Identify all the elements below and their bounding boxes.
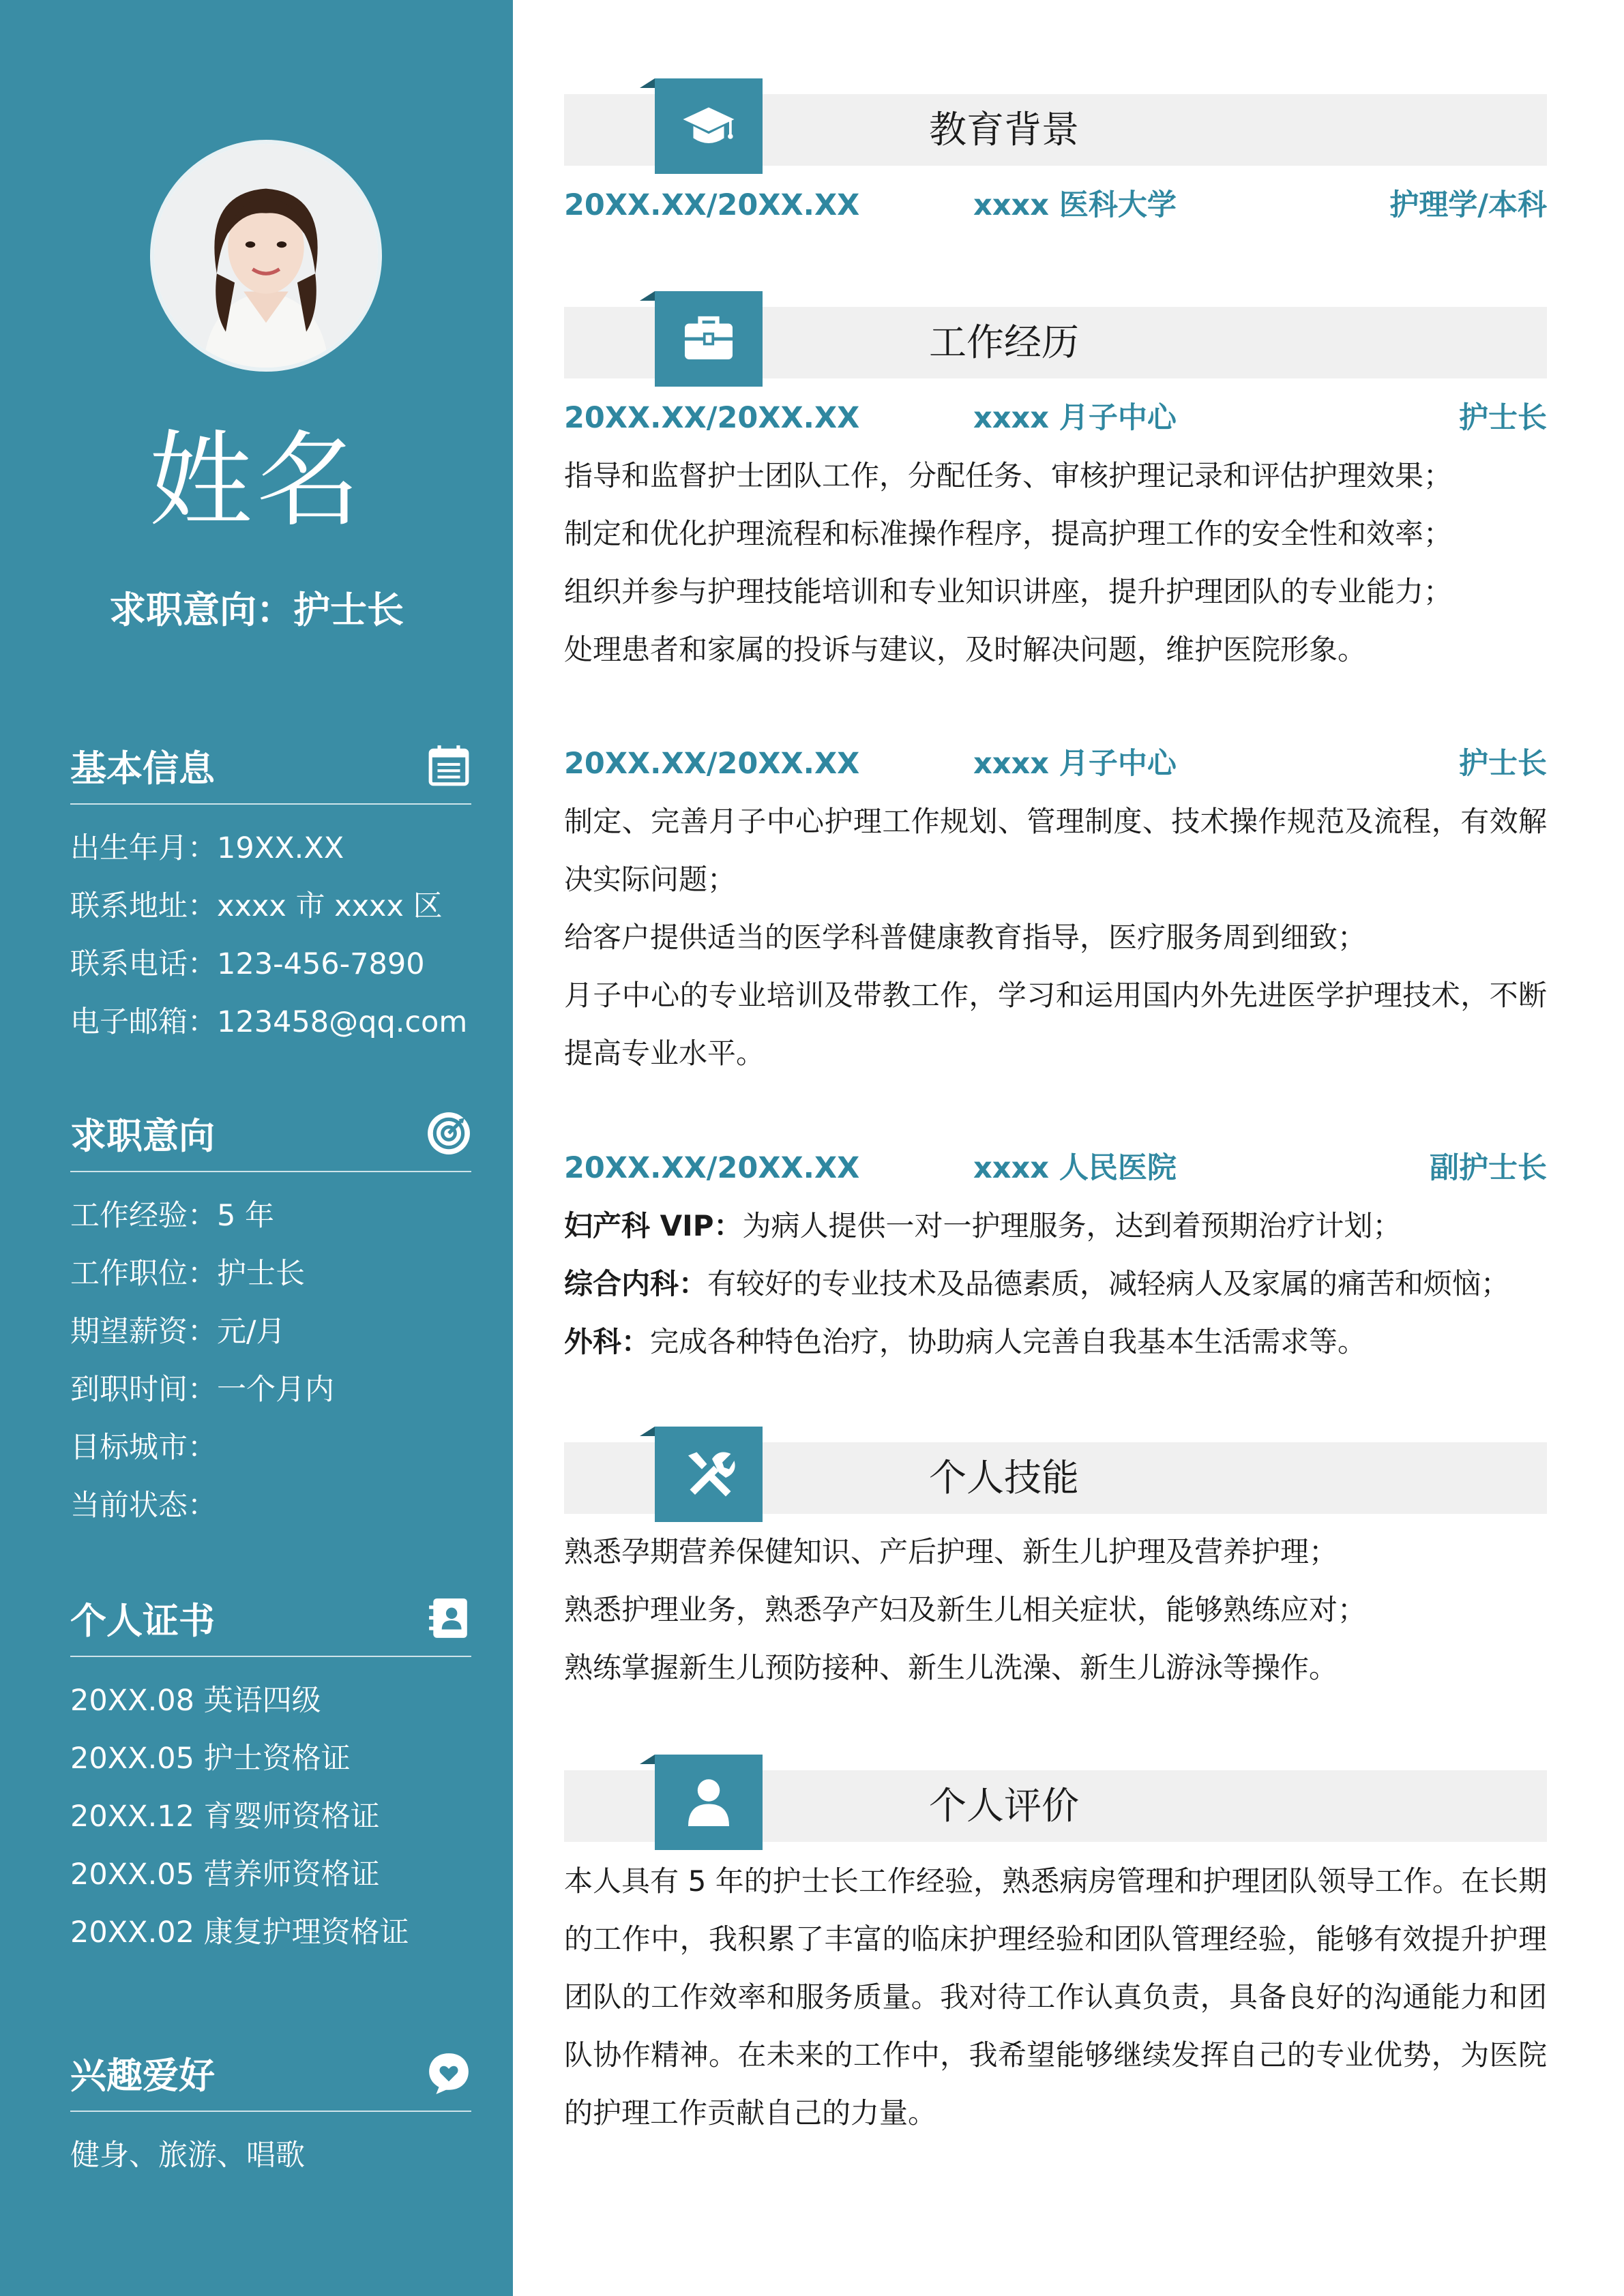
job-date: 20XX.XX/20XX.XX [564,401,860,435]
section-header [70,1587,471,1657]
list-item: 联系地址：xxxx 市 xxxx 区 [70,889,443,923]
section-header [70,2042,471,2112]
job-intent-section [70,1103,471,1535]
job-line: 制定和优化护理流程和标准操作程序，提高护理工作的安全性和效率； [564,517,1453,550]
section-title: 教育背景 [929,108,1080,151]
skills-header [564,1427,1547,1522]
dept-label: 外科： [564,1325,651,1358]
job-intent-list [70,1187,471,1535]
skills-list [564,1523,1547,1697]
section-title: 基本信息 [70,748,215,790]
job-line: 处理患者和家属的投诉与建议，及时解决问题，维护医院形象。 [564,633,1367,666]
section-header [70,1103,471,1172]
job-role: 护士长 [1459,401,1547,435]
job-line [564,1313,1547,1371]
list-item: 当前状态： [70,1489,217,1523]
job-role: 副护士长 [1430,1151,1547,1185]
job-line: 给客户提供适当的医学科普健康教育指导，医疗服务周到细致； [564,921,1367,954]
contact-card-icon [426,1596,471,1641]
briefcase-icon [681,312,736,366]
list-item: 联系电话：123-456-7890 [70,947,425,981]
job-org: xxxx 月子中心 [973,401,1177,435]
person-icon [681,1775,736,1830]
list-item: 工作职位：护士长 [70,1257,305,1291]
job-date: 20XX.XX/20XX.XX [564,1151,860,1185]
certificates-list [70,1672,471,1962]
education-header [564,78,1547,174]
heart-chat-icon [426,2051,471,2096]
job-description [564,447,1547,679]
job-line: 组织并参与护理技能培训和专业知识讲座，提升护理团队的专业能力； [564,575,1453,608]
job-row [564,1148,1547,1189]
dept-text: 完成各种特色治疗，协助病人完善自我基本生活需求等。 [650,1325,1367,1358]
section-title: 兴趣爱好 [70,2055,215,2097]
job-intent-headline: 求职意向：护士长 [109,588,404,631]
hobbies-list [70,2127,471,2185]
job-line [564,1197,1547,1255]
list-item: 工作经验：5 年 [70,1199,275,1233]
job-description [564,792,1547,1082]
education-degree: 护理学/本科 [1389,188,1547,222]
section-title: 个人评价 [929,1784,1080,1828]
list-item: 目标城市： [70,1431,217,1465]
list-item: 20XX.08 英语四级 [70,1684,321,1718]
skill-line: 熟悉护理业务，熟悉孕产妇及新生儿相关症状，能够熟练应对； [564,1593,1367,1626]
education-row [564,185,1547,226]
education-date: 20XX.XX/20XX.XX [564,188,860,222]
list-item: 20XX.05 护士资格证 [70,1742,351,1776]
list-item: 出生年月：19XX.XX [70,831,344,865]
evaluation-paragraph: 本人具有 5 年的护士长工作经验，熟悉病房管理和护理团队领导工作。在长期的工作中，我积累了丰富的临床护理经验和团队管理经验，能够有效提升护理团队的工作效率和服务质量。我对待工作认真负责，具备良好的沟通能力和团队协作精神。在未来的工作中，我希望能够继续发挥自己的专业优势，为医院的护理工作贡献自己的力量。 [564,1864,1547,2130]
section-title: 个人证书 [70,1600,215,1642]
job-line: 制定、完善月子中心护理工作规划、管理制度、技术操作规范及流程，有效解决实际问题； [564,805,1547,896]
basic-info-list [70,820,471,1052]
certificates-section [70,1587,471,1962]
skill-line: 熟悉孕期营养保健知识、产后护理、新生儿护理及营养护理； [564,1535,1338,1568]
hobbies-section [70,2042,471,2185]
section-title: 求职意向 [70,1116,215,1157]
section-title: 个人技能 [929,1456,1080,1500]
work-header [564,291,1547,387]
job-row [564,743,1547,784]
list-item: 20XX.12 育婴师资格证 [70,1800,380,1834]
tools-icon [681,1447,736,1502]
job-role: 护士长 [1459,747,1547,781]
dept-label: 综合内科： [564,1267,708,1300]
list-item: 20XX.05 营养师资格证 [70,1858,380,1892]
evaluation-header [564,1755,1547,1850]
avatar [150,140,382,372]
graduation-cap-icon [681,99,736,153]
evaluation-text [564,1852,1547,2142]
job-description [564,1197,1547,1371]
skill-line: 熟练掌握新生儿预防接种、新生儿洗澡、新生儿游泳等操作。 [564,1651,1338,1684]
list-item: 到职时间：一个月内 [70,1373,334,1407]
job-date: 20XX.XX/20XX.XX [564,747,860,781]
section-title: 工作经历 [929,320,1080,364]
job-line: 指导和监督护士团队工作，分配任务、审核护理记录和评估护理效果； [564,459,1453,492]
calendar-icon [426,743,471,788]
education-school: xxxx 医科大学 [973,188,1177,222]
job-org: xxxx 月子中心 [973,747,1177,781]
dept-text: 为病人提供一对一护理服务，达到着预期治疗计划； [742,1209,1402,1242]
target-icon [426,1111,471,1156]
job-row [564,398,1547,438]
job-line: 月子中心的专业培训及带教工作，学习和运用国内外先进医学护理技术，不断提高专业水平。 [564,979,1547,1070]
section-header [70,735,471,805]
candidate-name: 姓名 [149,420,364,541]
basic-info-section [70,735,471,1052]
list-item: 健身、旅游、唱歌 [70,2138,305,2173]
dept-label: 妇产科 VIP： [564,1209,743,1242]
sidebar [0,0,513,2296]
dept-text: 有较好的专业技术及品德素质，减轻病人及家属的痛苦和烦恼； [707,1267,1510,1300]
list-item: 期望薪资：元/月 [70,1315,286,1349]
profile-photo [154,144,378,368]
list-item: 20XX.02 康复护理资格证 [70,1915,409,1950]
job-line [564,1255,1547,1313]
list-item: 电子邮箱：123458@qq.com [70,1005,468,1039]
job-org: xxxx 人民医院 [973,1151,1177,1185]
